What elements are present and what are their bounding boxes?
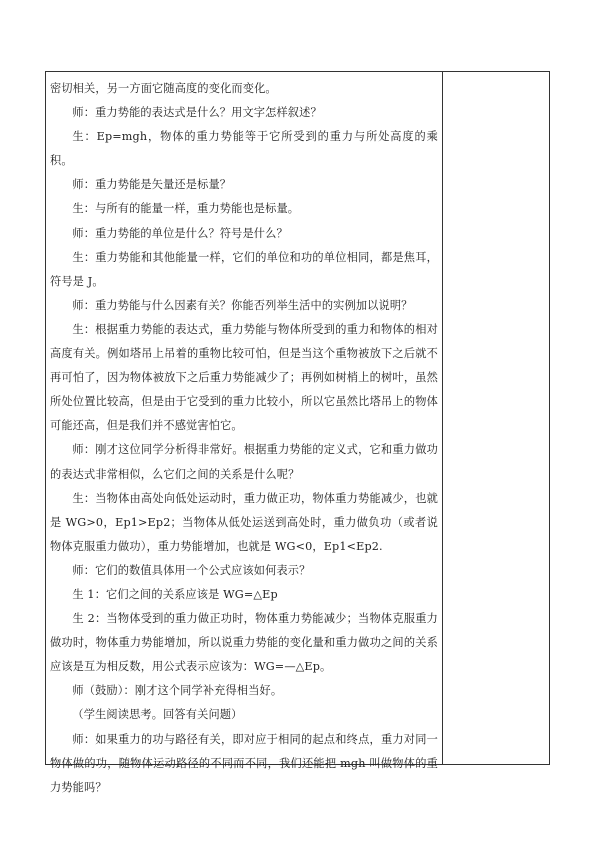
paragraph: 师：重力势能与什么因素有关？你能否列举生活中的实例加以说明？ (72, 298, 413, 312)
paragraph: 生：当物体由高处向低处运动时，重力做正功，物体重力势能减少，也就是 WG>0，Ep1>Ep2；当物体从低处运送到高处时，重力做负功（或者说物体克服重力做功），重力势能增加，也就是 WG<0，Ep1<Ep2. (50, 491, 438, 553)
paragraph: 生 1：它们之间的关系应该是 WG=△Ep (72, 587, 278, 601)
paragraph: 生：与所有的能量一样，重力势能也是标量。 (72, 202, 300, 216)
paragraph: 生 2：当物体受到的重力做正功时，物体重力势能减少；当物体克服重力做功时，物体重力势能增加，所以说重力势能的变化量和重力做功之间的关系应该是互为相反数，用公式表示应该为：WG=—△Ep。 (50, 612, 438, 674)
notes-cell (443, 72, 549, 764)
paragraph: 师：它们的数值具体用一个公式应该如何表示？ (72, 563, 311, 577)
lesson-content-cell (50, 77, 438, 800)
paragraph: 师：刚才这位同学分析得非常好。根据重力势能的定义式，它和重力做功的表达式非常相似，么它们之间的关系是什么呢？ (50, 443, 438, 481)
paragraph: 师：如果重力的功与路径有关，即对应于相同的起点和终点，重力对同一物体做的功，随物体运动路径的不同而不同，我们还能把 mgh 叫做物体的重力势能吗？ (50, 732, 438, 794)
paragraph: 师：重力势能的表达式是什么？用文字怎样叙述？ (72, 106, 322, 120)
paragraph: 密切相关，另一方面它随高度的变化而变化。 (50, 82, 277, 95)
paragraph: 生：重力势能和其他能量一样，它们的单位和功的单位相同，都是焦耳，符号是 J。 (50, 250, 438, 288)
paragraph: 生：Ep=mgh，物体的重力势能等于它所受到的重力与所处高度的乘积。 (50, 130, 438, 168)
lesson-table (45, 71, 550, 794)
paragraph: 师（鼓励）：刚才这个同学补充得相当好。 (72, 684, 283, 698)
paragraph: （学生阅读思考。回答有关问题） (72, 708, 243, 722)
paragraph: 师：重力势能的单位是什么？符号是什么？ (72, 226, 288, 240)
paragraph: 师：重力势能是矢量还是标量？ (72, 178, 232, 192)
paragraph: 生：根据重力势能的表达式，重力势能与物体所受到的重力和物体的相对高度有关。例如塔吊上吊着的重物比较可怕，但是当这个重物被放下之后就不再可怕了，因为物体被放下之后重力势能减少了；再例如树梢上的树叶，虽然所处位置比较高，但是由于它受到的重力比较小，所以它虽然比塔吊上的物体可能还高，但是我们并不感觉害怕它。 (50, 322, 438, 433)
